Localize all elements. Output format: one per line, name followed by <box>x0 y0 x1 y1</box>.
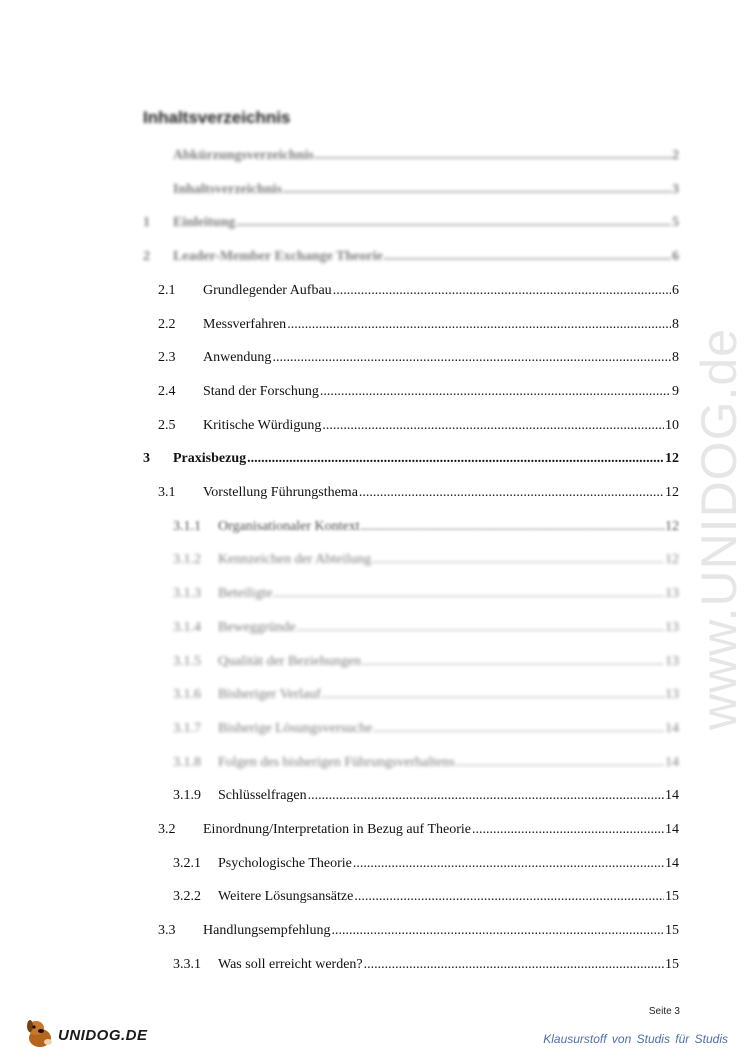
toc-entry-number: 3.1.3 <box>173 586 201 602</box>
toc-leader-dots <box>272 347 671 369</box>
toc-entry[interactable] <box>143 684 679 706</box>
toc-leader-dots <box>322 684 664 706</box>
toc-entry-page: 14 <box>665 754 679 770</box>
toc-entry[interactable] <box>143 583 679 605</box>
toc-entry-label: Qualität der Beziehungen <box>218 653 362 669</box>
toc-entry-number: 3.1.6 <box>173 687 201 703</box>
toc-entry-page: 13 <box>665 687 679 703</box>
toc-entry-page: 6 <box>672 249 679 265</box>
toc-entry-page: 12 <box>665 451 679 467</box>
toc-leader-dots <box>362 651 664 673</box>
toc-entry-page: 15 <box>665 956 679 972</box>
toc-entry[interactable] <box>143 482 679 504</box>
toc-leader-dots <box>236 212 671 234</box>
toc-entry-label: Folgen des bisherigen Führungsverhaltens <box>218 754 455 770</box>
toc-entry-page: 6 <box>672 282 679 298</box>
toc-entry-label: Bisherige Lösungsversuche <box>218 720 373 736</box>
toc-leader-dots <box>283 179 671 201</box>
toc-entry-page: 8 <box>672 350 679 366</box>
toc-entry-label: Vorstellung Führungsthema <box>203 485 358 500</box>
toc-leader-dots <box>247 448 664 470</box>
toc-entry-number: 3.3 <box>158 923 176 939</box>
toc-entry-label: Bisheriger Verlauf <box>218 687 321 703</box>
toc-leader-dots <box>372 549 664 571</box>
toc-entry-number: 3.1.2 <box>173 552 201 568</box>
toc-entry[interactable] <box>143 752 679 774</box>
toc-entry-page: 3 <box>672 181 679 197</box>
toc-entry-label: Einleitung <box>173 215 236 231</box>
toc-entry-label: Grundlegender Aufbau <box>203 282 332 298</box>
toc-entry[interactable] <box>143 314 679 336</box>
toc-entry[interactable] <box>143 886 679 908</box>
brand-name: UNIDOG.DE <box>58 1027 148 1044</box>
toc-entry-number: 3.1.4 <box>173 619 201 635</box>
toc-leader-dots <box>287 314 671 336</box>
toc-leader-dots <box>472 819 664 841</box>
toc-entry-page: 14 <box>665 788 679 804</box>
toc-entry-page: 13 <box>665 653 679 669</box>
toc-entry-label: Praxisbezug <box>173 451 247 467</box>
toc-entry-page: 8 <box>672 316 679 332</box>
toc-entry-label: Schlüsselfragen <box>218 788 307 804</box>
toc-entry-page: 13 <box>665 586 679 602</box>
toc-entry-label: Beweggründe <box>218 619 296 635</box>
toc-leader-dots <box>308 785 664 807</box>
toc-leader-dots <box>273 583 664 605</box>
toc-leader-dots <box>315 145 671 167</box>
toc-entry[interactable] <box>143 347 679 369</box>
dog-icon <box>22 1016 62 1052</box>
toc-entry-page: 12 <box>665 485 679 500</box>
toc-entry[interactable] <box>143 853 679 875</box>
toc-entry[interactable] <box>143 651 679 673</box>
unidog-logo[interactable] <box>22 1016 152 1052</box>
toc-entry-number: 3.1.8 <box>173 754 201 770</box>
toc-leader-dots <box>384 246 671 268</box>
toc-leader-dots <box>373 718 664 740</box>
toc-entry-label: Handlungsempfehlung <box>203 923 331 939</box>
slogan: Klausurstoff von Studis für Studis <box>543 1032 728 1046</box>
toc-entry-number: 3.2.1 <box>173 855 201 871</box>
toc-entry-number: 3 <box>143 451 150 467</box>
toc-leader-dots <box>456 752 664 774</box>
toc-entry-label: Psychologische Theorie <box>218 855 352 871</box>
page-number: Seite 3 <box>648 1006 680 1017</box>
toc-entry-page: 2 <box>672 148 679 163</box>
toc-title: Inhaltsverzeichnis <box>143 108 291 127</box>
toc-entry-page: 9 <box>672 383 679 399</box>
toc-entry-page: 15 <box>665 923 679 939</box>
toc-entry-page: 12 <box>665 518 679 534</box>
toc-entry[interactable] <box>143 516 679 538</box>
toc-entry-page: 15 <box>665 889 679 905</box>
toc-entry[interactable] <box>143 549 679 571</box>
toc-entry-number: 2 <box>143 249 150 265</box>
toc-entry-number: 2.1 <box>158 282 176 298</box>
toc-entry-label: Inhaltsverzeichnis <box>173 181 282 197</box>
toc-entry[interactable] <box>143 617 679 639</box>
toc-entry-number: 2.2 <box>158 316 176 332</box>
toc-entry-label: Weitere Lösungsansätze <box>218 889 354 905</box>
toc-entry-number: 2.5 <box>158 417 176 433</box>
toc-entry-number: 3.1 <box>158 485 176 500</box>
toc-entry-label: Einordnung/Interpretation in Bezug auf Theorie <box>203 822 471 837</box>
toc-entry-number: 1 <box>143 215 150 231</box>
toc-entry-label: Organisationaler Kontext <box>218 518 360 534</box>
toc-entry-page: 5 <box>672 215 679 231</box>
toc-entry[interactable] <box>143 954 679 976</box>
toc-entry[interactable] <box>143 920 679 942</box>
toc-entry-number: 3.3.1 <box>173 956 201 972</box>
toc-entry-label: Kennzeichen der Abteilung <box>218 552 372 568</box>
toc-entry-page: 14 <box>665 720 679 736</box>
toc-leader-dots <box>332 920 664 942</box>
toc-leader-dots <box>320 381 671 403</box>
toc-entry[interactable] <box>143 381 679 403</box>
toc-leader-dots <box>297 617 664 639</box>
toc-entry-number: 2.3 <box>158 350 176 366</box>
toc-leader-dots <box>353 853 664 875</box>
toc-entry[interactable] <box>143 145 679 167</box>
toc-entry[interactable] <box>143 448 679 470</box>
toc-entry[interactable] <box>143 179 679 201</box>
toc-entry-page: 14 <box>665 822 679 837</box>
watermark: www.UNIDOG.de <box>691 328 747 730</box>
toc-leader-dots <box>361 516 664 538</box>
toc-entry-number: 3.2 <box>158 822 176 837</box>
toc-entry-label: Abkürzungsverzeichnis <box>173 148 314 163</box>
toc-entry[interactable] <box>143 718 679 740</box>
toc-entry[interactable] <box>143 415 679 437</box>
toc-entry-page: 10 <box>665 417 679 433</box>
toc-leader-dots <box>333 280 671 302</box>
toc-entry-label: Kritische Würdigung <box>203 417 322 433</box>
toc-entry-label: Beteiligte <box>218 586 273 602</box>
toc-leader-dots <box>359 482 664 504</box>
toc-entry[interactable] <box>143 280 679 302</box>
toc-entry[interactable] <box>143 785 679 807</box>
toc-entry-number: 3.1.1 <box>173 518 201 534</box>
toc-entry-label: Leader-Member Exchange Theorie <box>173 249 383 265</box>
toc-entry[interactable] <box>143 246 679 268</box>
toc-entry-label: Messverfahren <box>203 316 287 332</box>
toc-entry-label: Was soll erreicht werden? <box>218 956 363 972</box>
toc-entry-page: 12 <box>665 552 679 568</box>
toc-leader-dots <box>354 886 664 908</box>
toc-leader-dots <box>364 954 664 976</box>
toc-entry-label: Anwendung <box>203 350 272 366</box>
toc-entry-number: 3.1.5 <box>173 653 201 669</box>
toc-entry-number: 3.2.2 <box>173 889 201 905</box>
toc-entry-number: 3.1.7 <box>173 720 201 736</box>
toc-entry-number: 3.1.9 <box>173 788 201 804</box>
toc-entry-number: 2.4 <box>158 383 176 399</box>
toc-entry[interactable] <box>143 212 679 234</box>
toc-entry[interactable] <box>143 819 679 841</box>
toc-entry-page: 13 <box>665 619 679 635</box>
toc-entry-page: 14 <box>665 855 679 871</box>
toc-leader-dots <box>322 415 664 437</box>
toc-entry-label: Stand der Forschung <box>203 383 319 399</box>
